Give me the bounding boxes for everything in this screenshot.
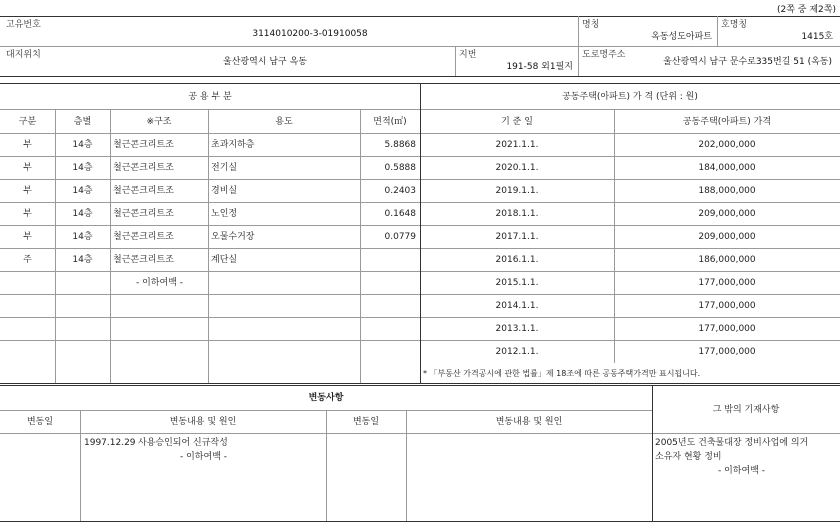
unit-value: 1415호 [801, 32, 833, 42]
common-cell-kind: 부 [23, 232, 32, 242]
price-cell-date: 2020.1.1. [495, 163, 539, 173]
common-col-header: 용도 [275, 117, 293, 127]
price-cell-date: 2021.1.1. [495, 140, 539, 150]
unit-label: 호명칭 [721, 20, 748, 30]
header-mid-border [0, 46, 840, 47]
price-title: 공동주택(아파트) 가 격 (단위 : 원) [562, 92, 698, 102]
changes-end-text: - 이하여백 - [180, 452, 227, 462]
changes-col-desc: 변동내용 및 원인 [169, 417, 237, 427]
changes-title: 변동사항 [308, 393, 344, 403]
common-cell-structure: 철근콘크리트조 [113, 209, 174, 219]
price-cell-date: 2016.1.1. [495, 255, 539, 265]
site-label: 대지위치 [6, 50, 41, 60]
bottom-bottom-border [0, 521, 840, 522]
common-cell-structure: 철근콘크리트조 [113, 163, 174, 173]
common-cell-structure: 철근콘크리트조 [113, 140, 174, 150]
price-cell-value: 186,000,000 [698, 255, 756, 265]
common-cell-structure: 철근콘크리트조 [113, 255, 174, 265]
common-cell-area: 0.0779 [384, 232, 416, 242]
common-cell-kind: 부 [23, 209, 32, 219]
common-cell-use: 초과지하층 [211, 140, 255, 150]
price-cell-value: 177,000,000 [698, 324, 756, 334]
price-col-header: 공동주택(아파트) 가격 [682, 117, 772, 127]
price-cell-date: 2019.1.1. [495, 186, 539, 196]
table-divider [110, 109, 111, 383]
name-value: 옥동성도아파트 [651, 32, 712, 42]
common-cell-floor: 14층 [72, 186, 93, 196]
common-cell-use: 경비실 [211, 186, 238, 196]
changes-col-date2: 변동일 [352, 417, 380, 427]
common-col-header: 면적(㎡) [373, 117, 407, 127]
common-cell-use: 전기실 [211, 163, 238, 173]
common-col-header: 구분 [18, 117, 37, 127]
price-cell-date: 2015.1.1. [495, 278, 539, 288]
price-cell-value: 188,000,000 [698, 186, 756, 196]
other-end-text: - 이하여백 - [718, 466, 765, 476]
common-cell-kind: 주 [23, 255, 32, 265]
changes-entry-desc: 사용승인되어 신규작성 [138, 438, 228, 448]
header-divider [455, 46, 456, 76]
road-label: 도로명주소 [582, 50, 626, 60]
other-line-1: 2005년도 건축물대장 정비사업에 의거 [655, 438, 809, 448]
common-cell-area: 5.8868 [384, 140, 416, 150]
price-cell-value: 177,000,000 [698, 301, 756, 311]
common-cell-structure: 철근콘크리트조 [113, 232, 174, 242]
price-cell-value: 209,000,000 [698, 232, 756, 242]
id-label: 고유번호 [6, 20, 41, 30]
common-cell-area: 0.1648 [384, 209, 416, 219]
common-cell-floor: 14층 [72, 163, 93, 173]
common-cell-use: 오물수거장 [211, 232, 255, 242]
price-cell-value: 177,000,000 [698, 347, 756, 357]
common-col-header: ※구조 [146, 117, 172, 127]
common-cell-floor: 14층 [72, 255, 93, 265]
header-divider [578, 46, 579, 76]
common-cell-area: 0.2403 [384, 186, 416, 196]
price-cell-value: 184,000,000 [698, 163, 756, 173]
name-label: 명칭 [582, 20, 600, 30]
price-cell-date: 2013.1.1. [495, 324, 539, 334]
price-footnote: * 「부동산 가격공시에 관한 법률」제 18조에 따른 공동주택가격만 표시됩니다. [423, 369, 701, 378]
common-cell-floor: 14층 [72, 140, 93, 150]
changes-entry-date: 1997.12.29 [84, 438, 136, 448]
header-divider [578, 16, 579, 46]
common-cell-use: 노인정 [211, 209, 238, 219]
section-bottom-border [0, 383, 840, 384]
changes-col-date: 변동일 [26, 417, 54, 427]
changes-col-desc2: 변동내용 및 원인 [495, 417, 563, 427]
common-cell-floor: 14층 [72, 209, 93, 219]
other-title: 그 밖의 기재사항 [712, 405, 780, 415]
table-divider [208, 109, 209, 383]
lot-value: 191-58 외1필지 [506, 62, 573, 72]
price-cell-value: 209,000,000 [698, 209, 756, 219]
changes-header-border [0, 433, 840, 434]
common-end-text: - 이하여백 - [136, 278, 183, 288]
other-line-2: 소유자 현황 정비 [655, 452, 722, 462]
lot-label: 지번 [459, 50, 477, 60]
common-title: 공 용 부 분 [188, 92, 232, 102]
header-top-border [0, 16, 840, 17]
common-cell-kind: 부 [23, 163, 32, 173]
site-value: 울산광역시 남구 옥동 [223, 57, 307, 67]
road-value: 울산광역시 남구 문수로335번길 51 (옥동) [663, 57, 832, 67]
price-cell-date: 2017.1.1. [495, 232, 539, 242]
price-cell-date: 2012.1.1. [495, 347, 539, 357]
price-cell-value: 202,000,000 [698, 140, 756, 150]
common-cell-structure: 철근콘크리트조 [113, 186, 174, 196]
price-cell-date: 2014.1.1. [495, 301, 539, 311]
common-cell-kind: 부 [23, 140, 32, 150]
common-cell-kind: 부 [23, 186, 32, 196]
common-cell-area: 0.5888 [384, 163, 416, 173]
header-divider [717, 16, 718, 46]
common-cell-use: 계단실 [211, 255, 238, 265]
id-value: 3114010200-3-01910058 [252, 29, 368, 39]
price-cell-date: 2018.1.1. [495, 209, 539, 219]
price-col-header: 기 준 일 [501, 117, 533, 127]
common-col-header: 층별 [73, 117, 92, 127]
bottom-top-border [0, 385, 840, 386]
header-bottom-border [0, 76, 840, 77]
common-cell-floor: 14층 [72, 232, 93, 242]
page-indicator: (2쪽 중 제2쪽) [777, 5, 836, 15]
price-cell-value: 177,000,000 [698, 278, 756, 288]
